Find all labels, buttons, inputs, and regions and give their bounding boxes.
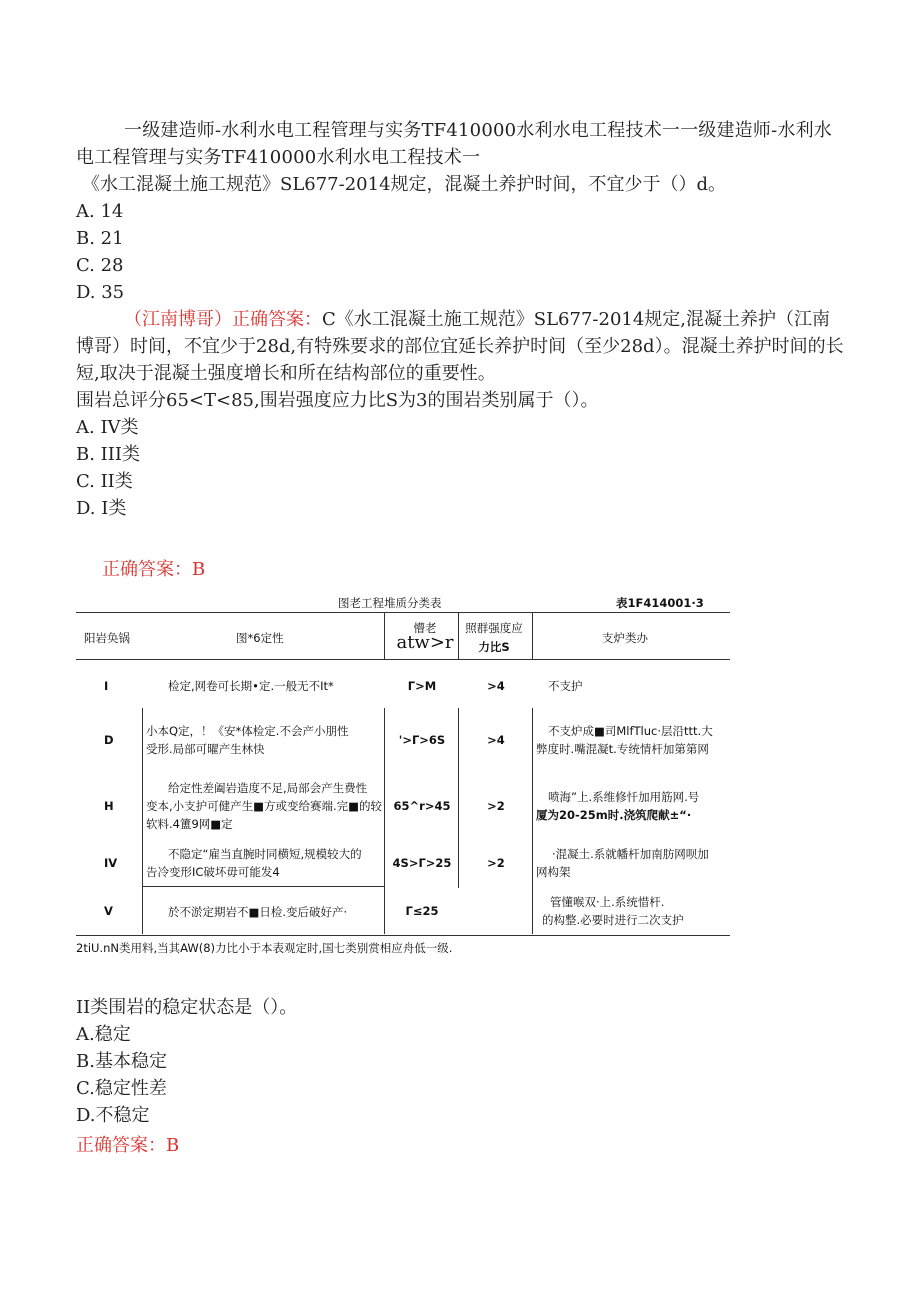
body-divider-4 [532,708,533,934]
q1-question: 《水工混凝土施工规范》SL677-2014规定，混凝土养护时间，不宜少于（）d。 [82,174,727,195]
row-4-support-1: ·混凝土.系就幡杆加南肪网呗加 [552,847,709,861]
rock-classification-table [76,593,730,963]
row-1-score: Γ>M [407,679,437,693]
row-divider-v [142,886,384,887]
header-description: 图*6定性 [236,631,284,645]
q2-answer: 正确答案：B [102,559,206,580]
q1-option-a: A. 14 [76,201,124,222]
row-4-class: IV [104,856,118,870]
row-2-ratio: >4 [487,733,505,747]
row-1-support: 不支护 [548,679,583,693]
table-note: 2tiU.nN类用料,当其AW(8)力比小于本表观定时,国七类别赏相应舟低一级. [76,941,453,955]
header-support: 支炉类办 [602,631,648,645]
table-code: 表1F414001·3 [616,596,704,610]
row-3-score: 65^r>45 [393,799,451,813]
body-divider-3 [458,708,459,888]
row-3-desc-2: 变本,小支护可健产生■方或变给赛端.完■的较 [146,799,383,813]
header-divider-3 [532,613,533,659]
row-2-support-2: 弊度时.嘴混凝t.专统情杆加第第网 [536,742,709,756]
q2-option-d: D. I类 [76,498,127,519]
row-5-desc: 於不淤定期岩不■日检.变后破好产· [168,905,348,919]
row-3-desc-1: 给定性差阖岩造度不足,局部会产生费性 [168,781,368,795]
table-caption: 图老工程堆质分类表 [338,596,442,610]
table-header-rule [76,659,730,660]
row-3-ratio: >2 [487,799,505,813]
row-1-desc: 检定,网卷可长期•定.一般无不It* [168,679,334,693]
q1-answer-label: （江南博哥）正确答案： [124,309,322,330]
row-3-support-1: 喷海”上.系维修忏加用筋网.号 [548,790,700,804]
row-4-ratio: >2 [487,856,505,870]
row-2-score: '>Γ>6S [398,733,446,747]
row-3-class: H [104,799,114,813]
row-2-desc-2: 受形.局部可曜产生林快 [146,742,265,756]
row-4-desc-1: 不隐定“雇当直腕时同横短,规模较大的 [168,847,362,861]
header-ratio-top: 照群强度应 [465,621,523,635]
q2-option-a: A. IV类 [76,417,139,438]
row-1-ratio: >4 [487,679,505,693]
row-4-support-2: 网构架 [536,865,571,879]
header-divider-1 [384,613,385,659]
header-ratio-bottom: 力比S [478,640,510,654]
q3-answer: 正确答案：B [76,1135,180,1156]
row-5-class: V [104,904,113,918]
q1-option-b: B. 21 [76,228,124,249]
body-divider-1 [142,708,143,934]
header-score-bottom: atw>r [396,632,454,653]
row-5-support-1: 管懂喉双·上.系统惜杆. [550,895,665,909]
row-2-support-1: 不支炉成■司MlfTluc·层沿ttt.大 [548,724,713,738]
q2-question: 围岩总评分65<T<85,围岩强度应力比S为3的围岩类别属于（）。 [76,390,599,411]
header-divider-2 [458,613,459,659]
document-title: 一级建造师-水利水电工程管理与实务TF410000水利水电工程技术一一级建造师-水利水电工程管理与实务TF410000水利水电工程技术一 [76,120,832,168]
row-5-score: Γ≤25 [405,904,439,918]
row-3-support-2: 厦为20-25m时.浇筑爬献±“· [536,808,692,822]
q1-option-d: D. 35 [76,282,125,303]
header-class: 阳岩奂锅 [84,631,130,645]
q3-option-d: D.不稳定 [76,1105,150,1126]
row-5-support-2: 的构整.必要时进行二次支护 [542,913,684,927]
q1-answer-text: C《水工混凝土施工规范》SL677-2014规定,混凝土养护（江南博哥）时间，不宜少于28d,有特殊要求的部位宜延长养护时间（至少28d）。混凝土养护时间的长短,取决于混凝土强度增长和所在结构部位的重要性。 [76,309,844,384]
table-top-rule [76,612,730,613]
row-2-desc-1: 小本Q定，！《安*体检定.不会产小朋性 [146,724,349,738]
q2-option-b: B. III类 [76,444,141,465]
q3-option-c: C.稳定性差 [76,1078,167,1099]
row-3-desc-3: 软料.4簠9网■定 [146,817,233,831]
q3-question: II类围岩的稳定状态是（）。 [76,997,298,1018]
q2-option-c: C. II类 [76,471,133,492]
q3-option-b: B.基本稳定 [76,1051,167,1072]
body-divider-2 [384,708,385,934]
table-bottom-rule [76,935,730,936]
row-1-class: I [104,679,109,693]
q1-option-c: C. 28 [76,255,124,276]
row-4-score: 4S>Γ>25 [392,856,452,870]
row-2-class: D [104,733,114,747]
q1-answer-block [76,306,846,387]
q3-option-a: A.稳定 [76,1024,131,1045]
row-4-desc-2: 告冷变形IC破坏毋可能发4 [146,865,280,879]
header-score-top: 懵老 [413,621,437,635]
